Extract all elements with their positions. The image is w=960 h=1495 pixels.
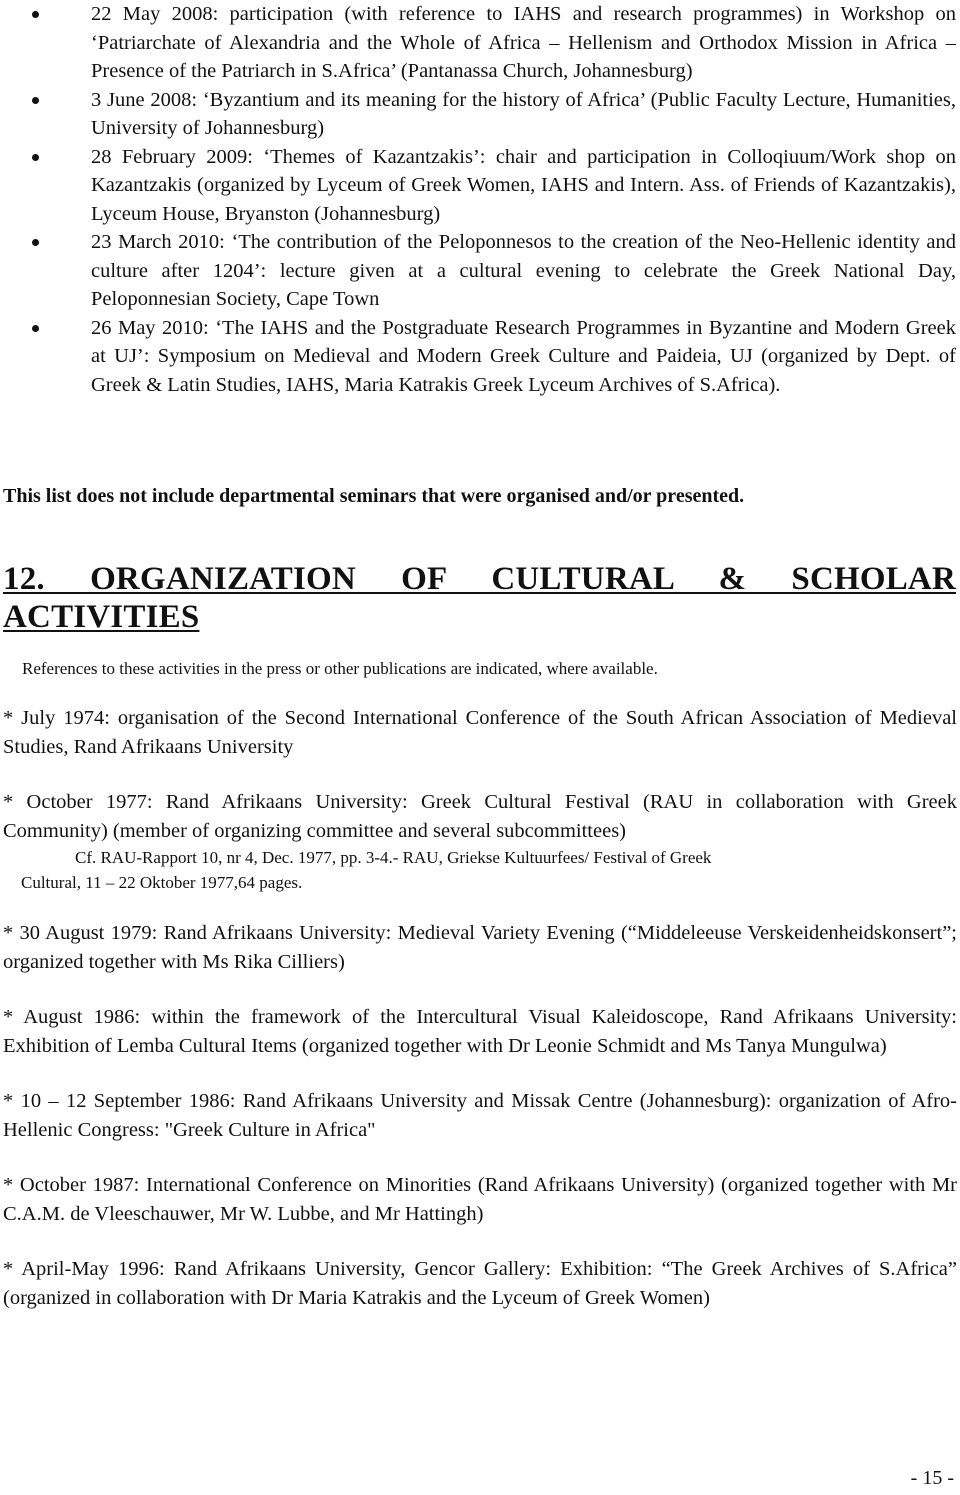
activity-entry [3, 788, 957, 895]
press-reference-line: Cultural, 11 – 22 Oktober 1977,64 pages. [21, 873, 303, 892]
entry-text: * April-May 1996: Rand Afrikaans University, Gencor Gallery: Exhibition: “The Greek Archives of S.Africa” (organized in collaboration with Dr Maria Katrakis and the Lyceum of Greek Women) [3, 1258, 957, 1309]
entry-text: * July 1974: organisation of the Second International Conference of the South African Association of Medieval Studies, Rand Afrikaans University [3, 707, 957, 758]
bullet-text: 22 May 2008: participation (with reference to IAHS and research programmes) in Workshop on ‘Patriarchate of Alexandria and the Whole of Africa – Hellenism and Orthodox Mission in Africa – Presence of the Patriarch in S.Africa’ (Pantanassa Church, Johannesburg) [91, 3, 956, 82]
activity-entry [3, 919, 957, 976]
bullet-dot-icon [32, 154, 39, 161]
bullet-item [0, 314, 960, 400]
bullet-text: 28 February 2009: ‘Themes of Kazantzakis’: chair and participation in Colloqiuum/Work shop on Kazantzakis (organized by Lyceum of Greek Women, IAHS and Intern. Ass. of Friends of Kazantzakis), Lyceum House, Bryanston (Johannesburg) [91, 145, 956, 225]
section-heading: 12. ORGANIZATION OF CULTURAL & SCHOLAR ACTIVITIES [3, 561, 956, 635]
bullet-item [0, 143, 960, 229]
entry-text: * 30 August 1979: Rand Afrikaans University: Medieval Variety Evening (“Middeleeuse Verskeidenheidskonsert”; organized together with Ms Rika Cilliers) [3, 922, 957, 973]
bullet-dot-icon [32, 325, 39, 332]
bullet-text: 23 March 2010: ‘The contribution of the Peloponnesos to the creation of the Neo-Hellenic identity and culture after 1204’: lecture given at a cultural evening to celebrate the Greek National Day, Peloponnesian Society, Cape Town [91, 231, 956, 310]
activity-entry [3, 1087, 957, 1144]
bullet-dot-icon [32, 239, 39, 246]
activity-entry [3, 1003, 957, 1060]
bullet-dot-icon [32, 11, 39, 18]
bullet-item [0, 86, 960, 143]
bullet-item [0, 0, 960, 86]
entry-text: * October 1987: International Conference on Minorities (Rand Afrikaans University) (organized together with Mr C.A.M. de Vleeschauwer, Mr W. Lubbe, and Mr Hattingh) [3, 1174, 957, 1225]
press-reference-line: Cf. RAU-Rapport 10, nr 4, Dec. 1977, pp. 3-4.- RAU, Griekse Kultuurfees/ Festival of Greek [75, 848, 712, 867]
page-number: - 15 - [910, 1467, 954, 1489]
entry-text: * 10 – 12 September 1986: Rand Afrikaans University and Missak Centre (Johannesburg): organization of Afro-Hellenic Congress: "Greek Culture in Africa" [3, 1090, 957, 1141]
activity-entry [3, 1255, 957, 1312]
section-intro: References to these activities in the press or other publications are indicated, where available. [22, 659, 658, 678]
seminars-note: This list does not include departmental seminars that were organised and/or presented. [3, 485, 745, 507]
activity-entry [3, 704, 957, 761]
bullet-dot-icon [32, 97, 39, 104]
entry-text: * August 1986: within the framework of the Intercultural Visual Kaleidoscope, Rand Afrikaans University: Exhibition of Lemba Cultural Items (organized together with Dr Leonie Schmidt and Ms Tanya Mungulwa) [3, 1006, 957, 1057]
activity-entries [3, 704, 957, 1339]
bullet-text: 26 May 2010: ‘The IAHS and the Postgraduate Research Programmes in Byzantine and Modern Greek at UJ’: Symposium on Medieval and Modern Greek Culture and Paideia, UJ (organized by Dept. of Greek & Latin Studies, IAHS, Maria Katrakis Greek Lyceum Archives of S.Africa). [91, 316, 956, 396]
bullet-text: 3 June 2008: ‘Byzantium and its meaning for the history of Africa’ (Public Faculty Lecture, Humanities, University of Johannesburg) [91, 88, 956, 139]
activity-entry [3, 1171, 957, 1228]
entry-text: * October 1977: Rand Afrikaans University: Greek Cultural Festival (RAU in collaboration with Greek Community) (member of organizing committee and several subcommittees) [3, 791, 957, 842]
press-reference [3, 845, 957, 895]
bullet-item [0, 228, 960, 314]
activity-bullet-list [0, 0, 960, 399]
